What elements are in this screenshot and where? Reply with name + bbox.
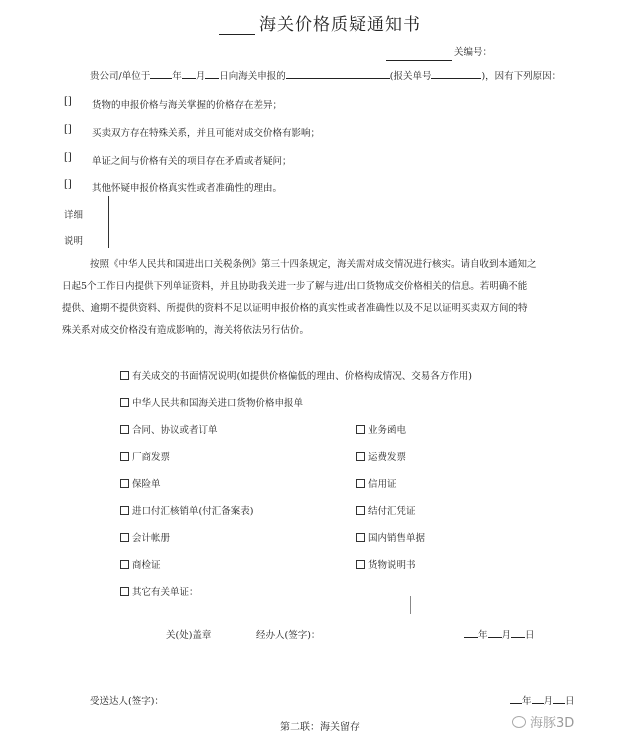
doc-checkbox-right[interactable] <box>356 530 425 544</box>
doc-label: 商检证 <box>132 560 161 571</box>
doc-checkbox-left[interactable] <box>120 476 161 490</box>
recipient-date-field <box>510 693 575 707</box>
checkbox-icon <box>356 479 365 488</box>
date-year-blank <box>464 628 478 638</box>
doc-checkbox-full[interactable] <box>120 368 472 382</box>
detail-label-bottom: 说明 <box>64 236 84 247</box>
date-month-blank <box>488 628 502 638</box>
seal-label: 关(处)盖章 <box>166 630 212 641</box>
doc-checkbox-right[interactable] <box>356 557 416 571</box>
checkbox-icon <box>120 560 129 569</box>
body-line: 按照《中华人民共和国进出口关税条例》第三十四条规定，海关需对成交情况进行核实。请自收到本通知之 <box>90 259 537 270</box>
doc-checkbox-left[interactable] <box>120 557 161 571</box>
doc-checkbox-left[interactable] <box>120 449 170 463</box>
doc-checkbox-left[interactable] <box>120 584 199 598</box>
reason-mark: [] <box>64 179 72 190</box>
intro-day-blank <box>205 69 219 79</box>
doc-label: 运费发票 <box>368 452 407 463</box>
checkbox-icon <box>356 452 365 461</box>
date-field <box>464 627 535 641</box>
recipient-day: 日 <box>565 696 575 707</box>
handler-label: 经办人(签字)： <box>256 630 321 641</box>
body-paragraph <box>62 254 582 342</box>
intro-declare-no: (报关单号 <box>389 71 432 82</box>
doc-label: 信用证 <box>368 479 397 490</box>
doc-label: 进口付汇核销单(付汇备案表) <box>132 506 254 517</box>
recipient-day-blank <box>553 694 565 704</box>
intro-month: 月 <box>195 71 206 82</box>
wechat-icon <box>512 716 526 728</box>
intro-year-blank <box>150 69 172 79</box>
watermark-text: 海豚3D <box>530 716 575 731</box>
doc-checkbox-full[interactable] <box>120 395 303 409</box>
doc-checkbox-right[interactable] <box>356 476 397 490</box>
title-blank <box>219 20 255 35</box>
doc-label: 会计帐册 <box>132 533 171 544</box>
recipient-month: 月 <box>543 696 554 707</box>
checkbox-icon <box>120 479 129 488</box>
reason-text: 其他怀疑申报价格真实性或者准确性的理由。 <box>92 183 283 194</box>
checkbox-icon <box>356 533 365 542</box>
checkbox-icon <box>120 506 129 515</box>
document-title <box>0 10 640 35</box>
checkbox-icon <box>120 398 129 407</box>
doc-checkbox-right[interactable] <box>356 449 406 463</box>
doc-label: 厂商发票 <box>132 452 171 463</box>
doc-label: 业务函电 <box>368 425 407 436</box>
reason-text: 货物的申报价格与海关掌握的价格存在差异； <box>92 100 283 111</box>
doc-label: 中华人民共和国海关进口货物价格申报单 <box>132 398 304 409</box>
body-line: 殊关系对成交价格没有造成影响的，海关将依法另行估价。 <box>62 325 310 336</box>
body-line: 日起5个工作日内提供下列单证资料，并且协助我关进一步了解与进/出口货物成交价格相关的信息。若明确不能 <box>62 281 528 292</box>
doc-label: 国内销售单据 <box>368 533 426 544</box>
reason-mark: [] <box>64 96 72 107</box>
recipient-label: 受送达人(签字)： <box>90 696 164 707</box>
checkbox-icon <box>120 587 129 596</box>
recipient-year-blank <box>510 694 522 704</box>
reason-text: 买卖双方存在特殊关系，并且可能对成交价格有影响； <box>92 128 321 139</box>
doc-label: 其它有关单证： <box>132 587 199 598</box>
intro-year: 年 <box>172 71 182 82</box>
checkbox-icon <box>120 452 129 461</box>
reason-mark: [] <box>64 124 72 135</box>
checkbox-icon <box>356 560 365 569</box>
intro-month-blank <box>182 69 196 79</box>
scan-mark-line <box>410 596 411 614</box>
title-text: 海关价格质疑通知书 <box>259 15 421 35</box>
doc-label: 有关成交的书面情况说明(如提供价格偏低的理由、价格构成情况、交易各方作用) <box>132 371 472 382</box>
body-line: 提供、逾期不提供资料、所提供的资料不足以证明申报价格的真实性或者准确性以及不足以证明买卖双方间的特 <box>62 303 528 314</box>
date-month: 月 <box>501 630 512 641</box>
intro-day-declare: 日向海关申报的 <box>219 71 286 82</box>
doc-label: 结付汇凭证 <box>368 506 416 517</box>
intro-line <box>90 68 561 82</box>
reason-text: 单证之间与价格有关的项目存在矛盾或者疑问； <box>92 156 292 167</box>
intro-company: 贵公司/单位于 <box>90 71 151 82</box>
reason-mark: [] <box>64 152 72 163</box>
intro-goods-blank <box>286 69 390 79</box>
checkbox-icon <box>120 425 129 434</box>
checkbox-icon <box>120 533 129 542</box>
doc-label: 合同、协议或者订单 <box>132 425 218 436</box>
customs-number-label: 关编号： <box>454 47 493 58</box>
intro-declare-blank <box>431 69 481 79</box>
doc-checkbox-right[interactable] <box>356 422 406 436</box>
doc-checkbox-left[interactable] <box>120 422 218 436</box>
doc-label: 货物说明书 <box>368 560 416 571</box>
recipient-month-blank <box>532 694 544 704</box>
recipient-year: 年 <box>522 696 532 707</box>
detail-label-top: 详细 <box>64 210 84 221</box>
checkbox-icon <box>356 425 365 434</box>
date-year: 年 <box>478 630 488 641</box>
detail-divider <box>108 196 109 248</box>
intro-close: )，因有下列原因： <box>481 71 562 82</box>
customs-number-blank <box>386 50 452 61</box>
checkbox-icon <box>120 371 129 380</box>
watermark <box>512 712 574 731</box>
checkbox-icon <box>356 506 365 515</box>
doc-checkbox-left[interactable] <box>120 503 253 517</box>
doc-checkbox-left[interactable] <box>120 530 170 544</box>
copy-label: 第二联：海关留存 <box>280 722 360 733</box>
date-day: 日 <box>525 630 535 641</box>
doc-label: 保险单 <box>132 479 161 490</box>
doc-checkbox-right[interactable] <box>356 503 416 517</box>
date-day-blank <box>511 628 525 638</box>
